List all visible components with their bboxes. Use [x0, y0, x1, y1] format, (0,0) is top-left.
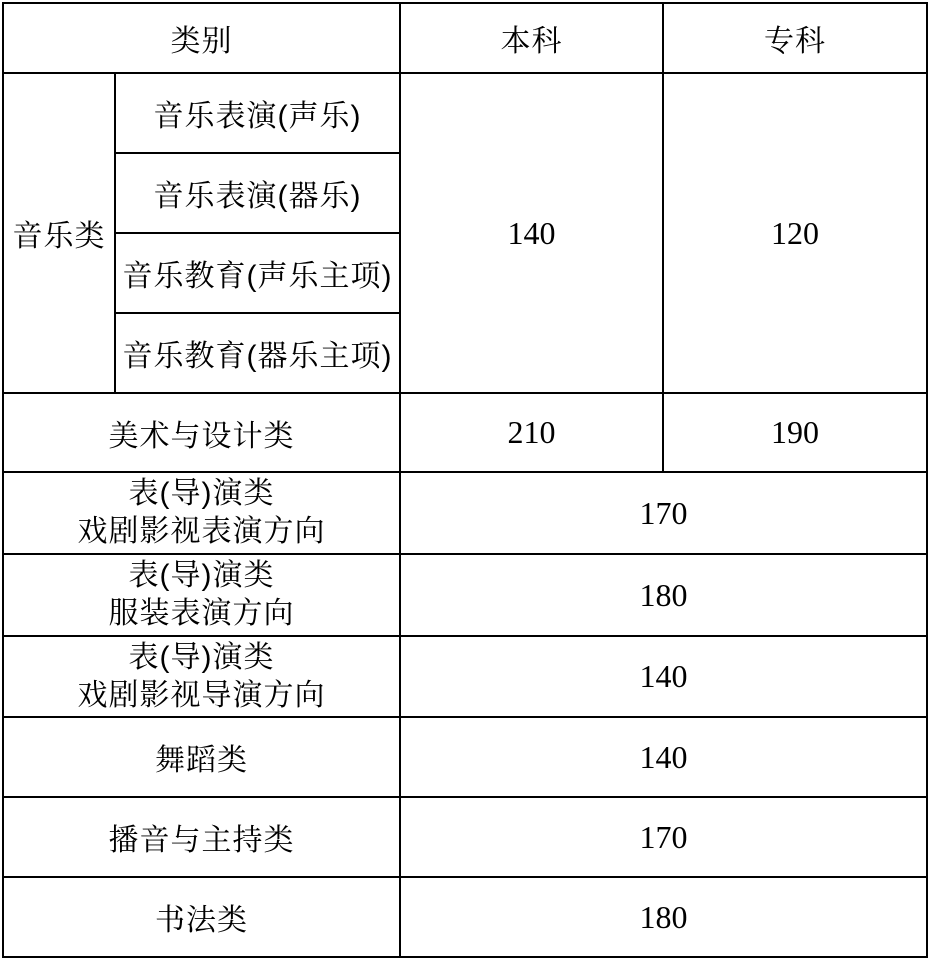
music-sub-category-vocal-performance: 音乐表演(声乐) — [115, 73, 400, 153]
acting-fashion-show-row — [3, 554, 927, 636]
art-design-label: 美术与设计类 — [3, 393, 400, 472]
label-line: 服装表演方向 — [108, 597, 295, 630]
broadcasting-hosting-score: 170 — [400, 797, 927, 877]
header-row — [3, 3, 927, 73]
broadcasting-hosting-row — [3, 797, 927, 877]
art-design-row — [3, 393, 927, 472]
dance-score: 140 — [400, 717, 927, 797]
label-line: 表(导)演类 — [128, 559, 275, 592]
header-junior-college: 专科 — [663, 3, 927, 73]
label-line: 戏剧影视导演方向 — [77, 678, 326, 712]
header-category: 类别 — [3, 3, 400, 73]
music-sub-category-vocal-education: 音乐教育(声乐主项) — [115, 233, 400, 313]
acting-fashion-show-score: 180 — [400, 554, 927, 636]
calligraphy-row — [3, 877, 927, 957]
calligraphy-score: 180 — [400, 877, 927, 957]
header-undergraduate: 本科 — [400, 3, 663, 73]
label-line: 戏剧影视表演方向 — [77, 515, 326, 548]
acting-drama-performance-row — [3, 472, 927, 554]
music-sub-category-instrumental-education: 音乐教育(器乐主项) — [115, 313, 400, 393]
dance-label: 舞蹈类 — [3, 717, 400, 797]
broadcasting-hosting-label: 播音与主持类 — [3, 797, 400, 877]
acting-drama-performance-label — [3, 472, 400, 554]
art-design-junior-college-score: 190 — [663, 393, 927, 472]
music-undergraduate-score: 140 — [400, 73, 663, 393]
acting-drama-directing-score: 140 — [400, 636, 927, 717]
music-sub-category-instrumental-performance: 音乐表演(器乐) — [115, 153, 400, 233]
acting-drama-performance-score: 170 — [400, 472, 927, 554]
acting-drama-directing-row — [3, 636, 927, 717]
music-row-vocal-performance — [3, 73, 927, 153]
dance-row — [3, 717, 927, 797]
calligraphy-label: 书法类 — [3, 877, 400, 957]
score-table — [2, 2, 928, 958]
label-line: 表(导)演类 — [128, 477, 275, 510]
music-group-label: 音乐类 — [3, 73, 115, 393]
label-line: 表(导)演类 — [128, 640, 275, 674]
acting-drama-directing-label — [3, 636, 400, 717]
music-junior-college-score: 120 — [663, 73, 927, 393]
acting-fashion-show-label — [3, 554, 400, 636]
art-design-undergraduate-score: 210 — [400, 393, 663, 472]
